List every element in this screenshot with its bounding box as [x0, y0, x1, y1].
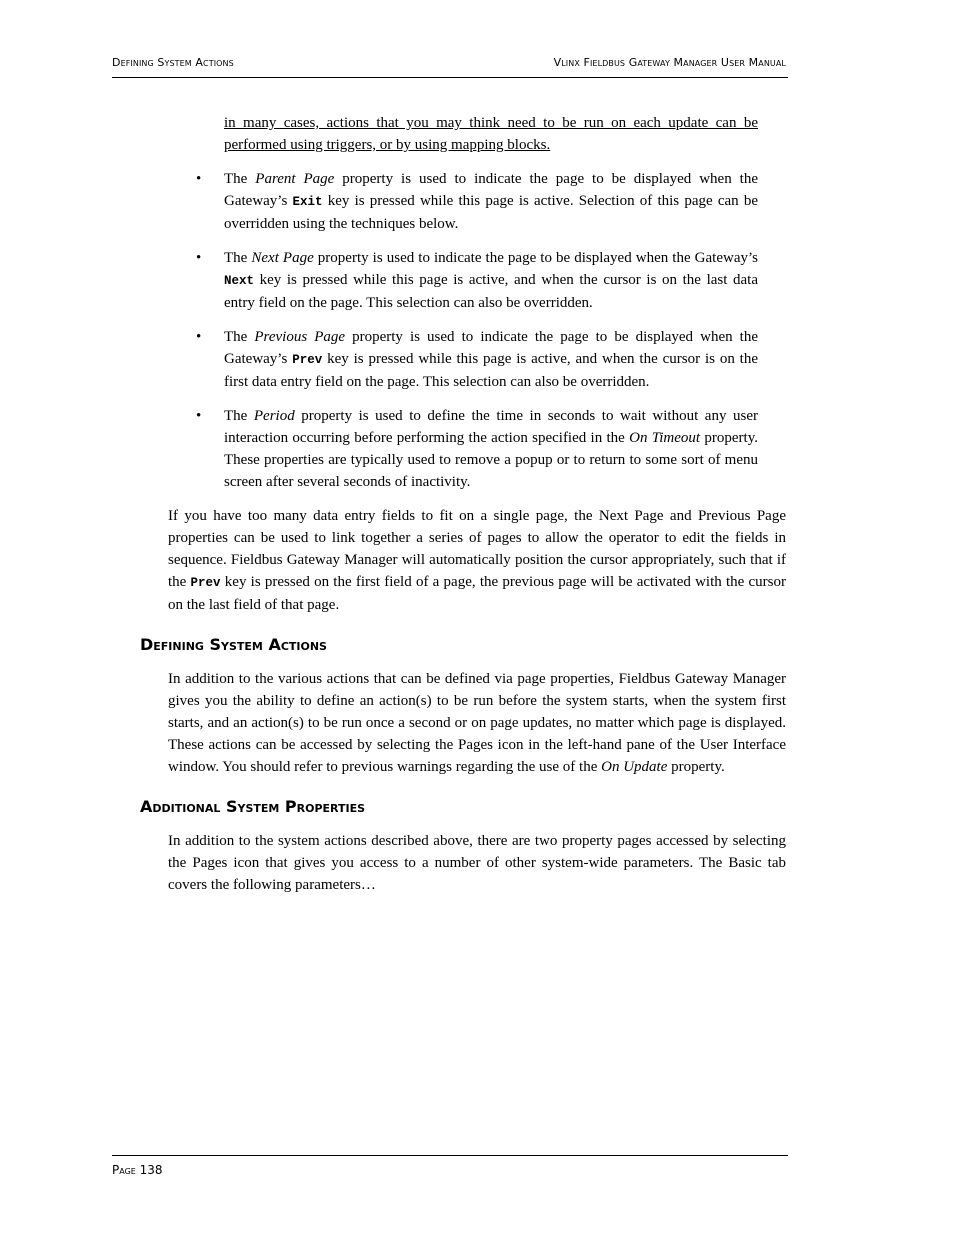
- list-item-next-page: [196, 247, 758, 314]
- heading-defining-system-actions: Defining System Actions: [140, 635, 327, 654]
- header-manual-title: Vlinx Fieldbus Gateway Manager User Manual: [553, 56, 786, 69]
- paragraph-system-actions: In addition to the various actions that can be defined via page properties, Fieldbus Gateway Manager gives you the ability to define an action(s) to be run before the system starts, when the system first starts, and an action(s) to be run once a second or on page updates, no matter which page is displayed. These actions can be accessed by selecting the Pages icon in the left-hand pane of the User Interface window. You should refer to previous warnings regarding the use of the On Update property.: [168, 671, 786, 775]
- list-item-text: The Next Page property is used to indicate the page to be displayed when the Gateway’s Next key is pressed while this page is active, and when the cursor is on the last data entry field on the page. This selection can also be overridden.: [224, 250, 758, 311]
- list-item-text: The Period property is used to define the time in seconds to wait without any user interaction occurring before performing the action specified in the On Timeout property. These properties are typically used to remove a popup or to return to some sort of menu screen after several seconds of inactivity.: [224, 408, 758, 490]
- list-item-text: The Previous Page property is used to indicate the page to be displayed when the Gateway’s Prev key is pressed while this page is active, and when the cursor is on the first data entry field on the page. This selection can also be overridden.: [224, 329, 759, 390]
- continuation-text: in many cases, actions that you may think need to be run on each update can be performed using triggers, or by using mapping blocks.: [224, 115, 758, 153]
- key-next: Next: [224, 274, 255, 288]
- heading-additional-system-properties: Additional System Properties: [140, 797, 366, 816]
- bullet-icon: •: [196, 408, 202, 424]
- header-section-title: Defining System Actions: [112, 56, 234, 69]
- property-list: [168, 168, 786, 493]
- bullet-icon: •: [196, 171, 202, 187]
- page-number: Page 138: [112, 1163, 163, 1177]
- running-footer: [112, 1155, 788, 1177]
- list-item-text: The Parent Page property is used to indicate the page to be displayed when the Gateway’s Exit key is pressed while this page is active. Selection of this page can be overridden using the techniques below.: [224, 171, 758, 232]
- key-prev: Prev: [292, 353, 323, 367]
- list-item-period: [196, 405, 758, 493]
- paragraph-system-properties: In addition to the system actions described above, there are two property pages accessed by selecting the Pages icon that gives you access to a number of other system-wide parameters. The Basic tab covers the following parameters…: [168, 833, 786, 893]
- list-item-parent-page: [196, 168, 758, 235]
- key-exit: Exit: [292, 195, 323, 209]
- key-prev: Prev: [190, 576, 221, 590]
- bullet-icon: •: [196, 329, 202, 345]
- bullet-icon: •: [196, 250, 202, 266]
- list-item-previous-page: [196, 326, 759, 393]
- paragraph-page-linking: If you have too many data entry fields to fit on a single page, the Next Page and Previous Page properties can be used to link together a series of pages to allow the operator to edit the fields in sequence. Fieldbus Gateway Manager will automatically position the cursor appropriately, such that if the Prev key is pressed on the first field of a page, the previous page will be activated with the cursor on the last field of that page.: [168, 508, 786, 613]
- running-header: [112, 55, 788, 78]
- page-body: [140, 112, 786, 896]
